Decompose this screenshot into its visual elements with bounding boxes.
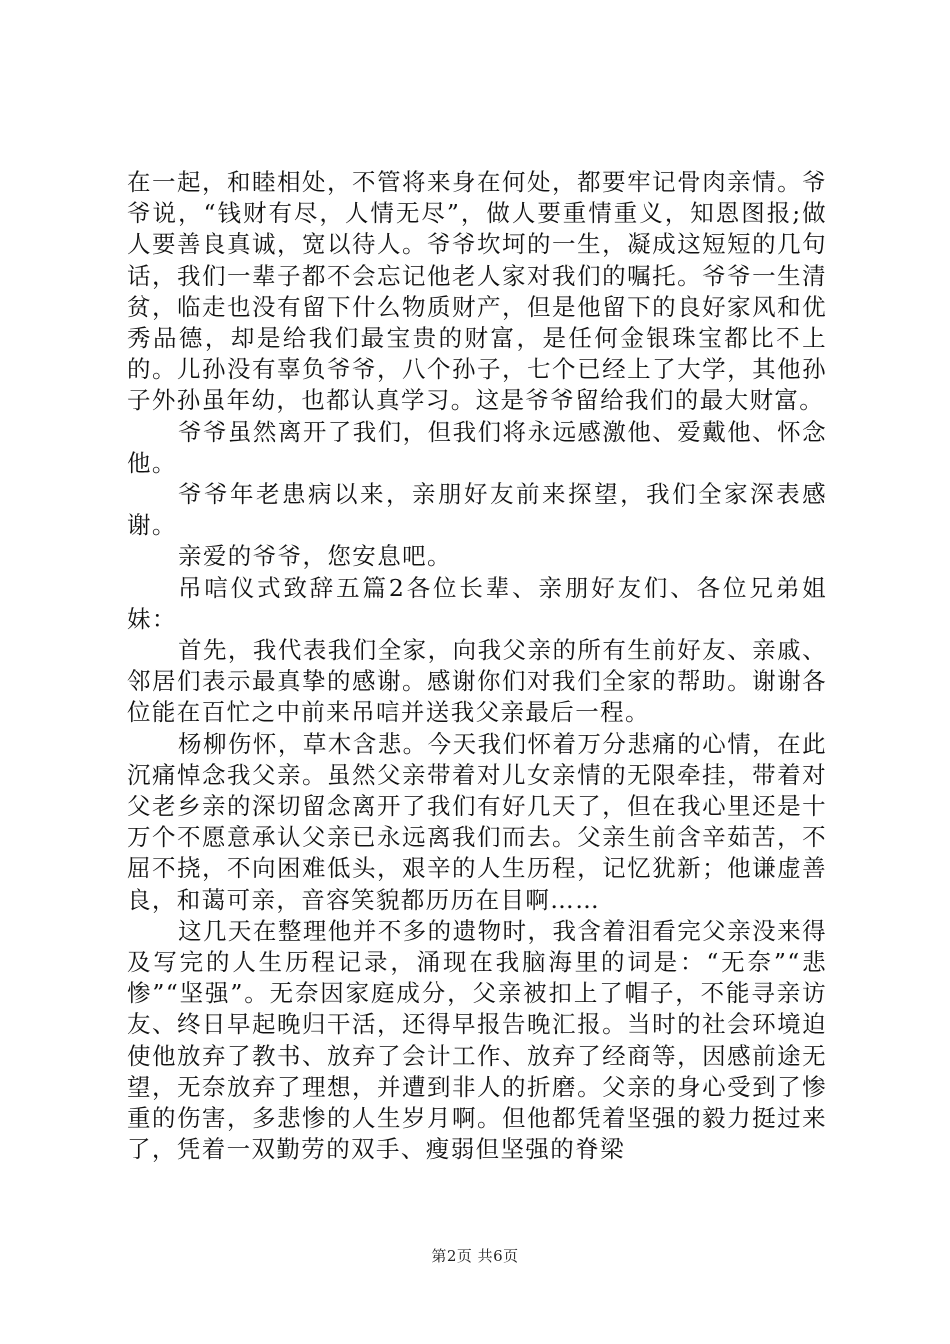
paragraph: 吊唁仪式致辞五篇2各位长辈、亲朋好友们、各位兄弟姐妹： bbox=[127, 573, 827, 633]
paragraph: 这几天在整理他并不多的遗物时，我含着泪看完父亲没来得及写完的人生历程记录，涌现在我脑海里的词是：“无奈”“悲惨”“坚强”。无奈因家庭成分，父亲被扣上了帽子，不能寻亲访友、终日早起晚归干活，还得早报告晚汇报。当时的社会环境迫使他放弃了教书、放弃了会计工作、放弃了经商等，因感前途无望，无奈放弃了理想，并遭到非人的折磨。父亲的身心受到了惨重的伤害，多悲惨的人生岁月啊。但他都凭着坚强的毅力挺过来了，凭着一双勤劳的双手、瘦弱但坚强的脊梁 bbox=[127, 916, 827, 1164]
paragraph: 亲爱的爷爷，您安息吧。 bbox=[178, 542, 452, 571]
paragraph: 在一起，和睦相处，不管将来身在何处，都要牢记骨肉亲情。爷爷说，“钱财有尽，人情无尽”，做人要重情重义，知恩图报;做人要善良真诚，宽以待人。爷爷坎坷的一生，凝成这短短的几句话，我们一辈子都不会忘记他老人家对我们的嘱托。爷爷一生清贫，临走也没有留下什么物质财产，但是他留下的良好家风和优秀品德，却是给我们最宝贵的财富，是任何金银珠宝都比不上的。儿孙没有辜负爷爷，八个孙子，七个已经上了大学，其他孙子外孙虽年幼，也都认真学习。这是爷爷留给我们的最大财富。 bbox=[127, 168, 827, 415]
paragraph: 爷爷年老患病以来，亲朋好友前来探望，我们全家深表感谢。 bbox=[127, 480, 827, 540]
page-number-footer: 第2页 共6页 bbox=[431, 1247, 519, 1265]
paragraph: 首先，我代表我们全家，向我父亲的所有生前好友、亲戚、邻居们表示最真挚的感谢。感谢你们对我们全家的帮助。谢谢各位能在百忙之中前来吊唁并送我父亲最后一程。 bbox=[127, 636, 827, 727]
paragraph: 爷爷虽然离开了我们，但我们将永远感激他、爱戴他、怀念他。 bbox=[127, 417, 827, 477]
paragraph: 杨柳伤怀，草木含悲。今天我们怀着万分悲痛的心情，在此沉痛悼念我父亲。虽然父亲带着对儿女亲情的无限牵挂，带着对父老乡亲的深切留念离开了我们有好几天了，但在我心里还是十万个不愿意承认父亲已永远离我们而去。父亲生前含辛茹苦，不屈不挠，不向困难低头，艰辛的人生历程，记忆犹新；他谦虚善良，和蔼可亲，音容笑貌都历历在目啊…… bbox=[127, 729, 827, 914]
document-body bbox=[127, 167, 827, 1166]
